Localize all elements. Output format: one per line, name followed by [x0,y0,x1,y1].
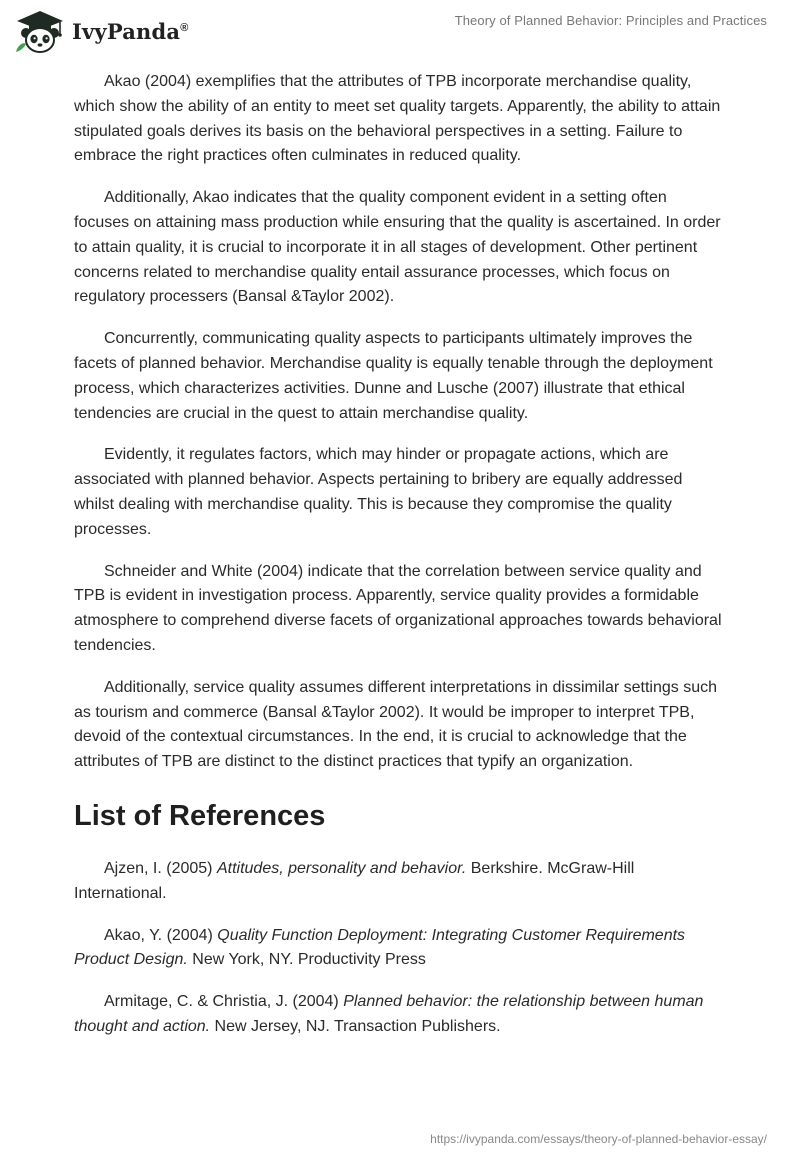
brand-name: IvyPanda® [72,18,189,44]
body-paragraph: Additionally, service quality assumes different interpretations in dissimilar settings such as tourism and commerce (Bansal &Taylor 2002). It would be improper to interpret TPB, devoid of the contextual circumstances. In the end, it is crucial to acknowledge that the attributes of TPB are distinct to the distinct practices that typify an organization. [74,678,718,771]
registered-mark: ® [180,21,189,34]
reference-item: Akao, Y. (2004) Quality Function Deployment: Integrating Customer Requirements Product Design. New York, NY. Productivity Press [74,926,686,969]
page-header [0,0,800,64]
document-title: Theory of Planned Behavior: Principles and Practices [454,13,767,28]
reference-item: Armitage, C. & Christia, J. (2004) Planned behavior: the relationship between human thought and action. New Jersey, NJ. Transaction Publishers. [74,993,704,1035]
panda-graduation-cap-icon [14,8,66,54]
brand-logo[interactable] [14,8,189,54]
body-paragraph: Additionally, Akao indicates that the quality component evident in a setting often focuses on attaining mass production while ensuring that the quality is ascertained. In order to attain quality, it is crucial to incorporate it in all stages of development. Other pertinent concerns related to merchandise quality entail assurance processes, which focus on regulatory processers (Bansal &Taylor 2002). [74,189,721,306]
references-heading: List of References [74,799,326,832]
essay-body [74,70,724,1057]
body-paragraph: Evidently, it regulates factors, which may hinder or propagate actions, which are associated with planned behavior. Aspects pertaining to bribery are equally addressed whilst dealing with merchandise quality. This is because they compromise the quality processes. [74,446,683,538]
body-paragraph: Concurrently, communicating quality aspects to participants ultimately improves the facets of planned behavior. Merchandise quality is equally tenable through the deployment process, which characterizes activities. Dunne and Lusche (2007) illustrate that ethical tendencies are crucial in the quest to attain merchandise quality. [74,330,713,422]
source-url[interactable]: https://ivypanda.com/essays/theory-of-planned-behavior-essay/ [430,1132,767,1146]
body-paragraph: Akao (2004) exemplifies that the attributes of TPB incorporate merchandise quality, which show the ability of an entity to meet set quality targets. Apparently, the ability to attain stipulated goals derives its basis on the behavioral perspectives in a setting. Failure to embrace the right practices often culminates in reduced quality. [74,73,721,165]
body-paragraph: Schneider and White (2004) indicate that the correlation between service quality and TPB is evident in investigation process. Apparently, service quality provides a formidable atmosphere to comprehend diverse facets of organizational approaches towards behavioral tendencies. [74,562,722,654]
reference-item: Ajzen, I. (2005) Attitudes, personality and behavior. Berkshire. McGraw-Hill International. [74,859,635,902]
